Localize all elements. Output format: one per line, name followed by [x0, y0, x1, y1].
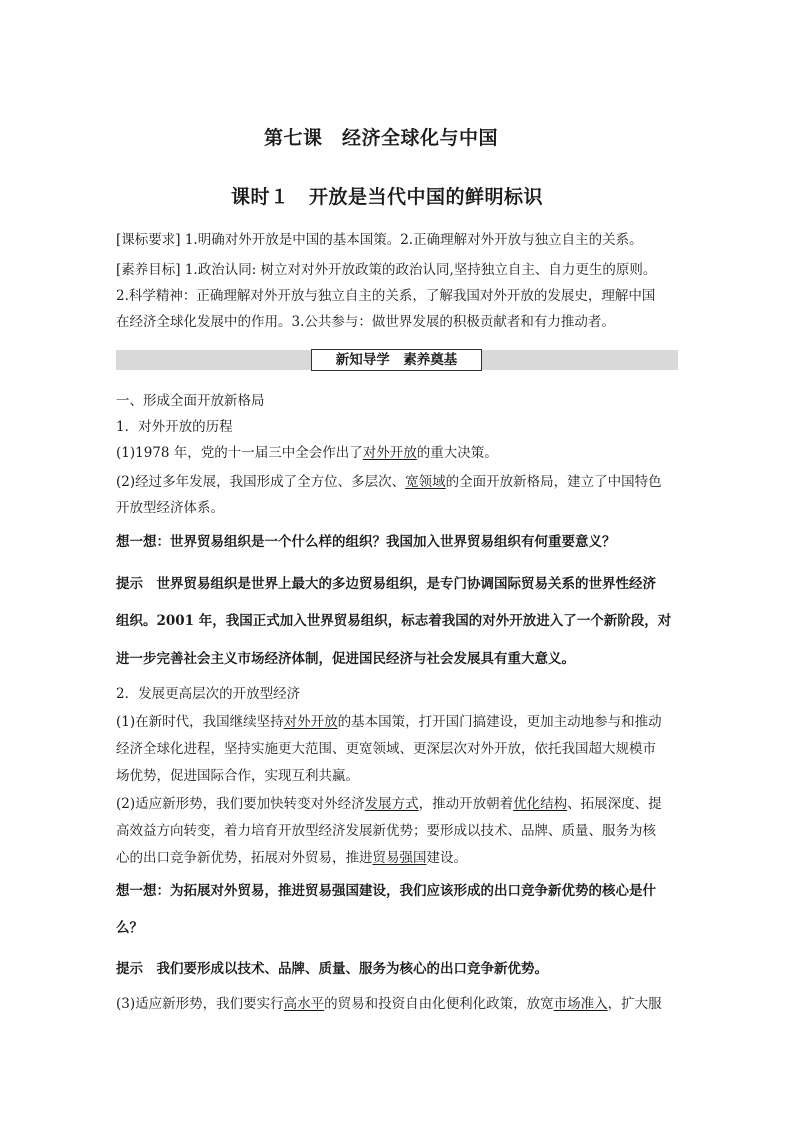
sec2-p2-line2: 高效益方向转变，着力培育开放型经济发展新优势；要形成以技术、品牌、质量、服务为核 — [116, 823, 656, 839]
text: 的重大决策。 — [416, 445, 498, 461]
text: (1)1978 年，党的十一届三中全会作出了 — [116, 445, 363, 461]
keyword-underlined: 宽领域 — [405, 474, 446, 490]
goals-text: 1.政治认同: 树立对对外开放政策的政治认同,坚持独立自主、自力更生的原则。 — [180, 262, 657, 278]
requirements-paragraph — [116, 231, 678, 249]
text: (2)适应新形势，我们要加快转变对外经济 — [116, 796, 365, 812]
text: (2)经过多年发展，我国形成了全方位、多层次、 — [116, 474, 406, 490]
goals-line-2: 2.科学精神：正确理解对外开放与独立自主的关系，了解我国对外开放的发展史，理解中国 — [116, 288, 656, 304]
requirements-text: 1.明确对外开放是中国的基本国策。2.正确理解对外开放与独立自主的关系。 — [180, 232, 643, 248]
text: (3)适应新形势，我们要实行 — [116, 996, 284, 1012]
text: 、拓展深度、提 — [567, 796, 662, 812]
think-question-2-line-1: 想一想：为拓展对外贸易，推进贸易强国建设，我们应该形成的出口竞争新优势的核心是什 — [116, 883, 656, 899]
lesson-title: 第七课 经济全球化与中国 — [264, 127, 499, 149]
text: 心的出口竞争新优势，拓展对外贸易，推进 — [116, 850, 373, 866]
keyword-underlined: 发展方式 — [364, 796, 419, 812]
sec2-p3 — [116, 995, 678, 1013]
text: 的基本国策，打开国门搞建设，更加主动地参与和推动 — [337, 714, 662, 730]
sec1-p1 — [116, 444, 678, 462]
sec2-p1-line3: 场优势，促进国际合作，实现互利共赢。 — [116, 768, 359, 784]
sec2-p1-line2: 经济全球化进程，坚持实施更大范围、更宽领域、更深层次对外开放，依托我国超大规模市 — [116, 741, 656, 757]
hint-1-line-3: 进一步完善社会主义市场经济体制，促进国民经济与社会发展具有重大意义。 — [116, 651, 575, 667]
text: 的全面开放新格局，建立了中国特色 — [445, 474, 662, 490]
section-banner-label: 新知导学 素养奠基 — [311, 349, 482, 371]
sec2-sub2: 2．发展更高层次的开放型经济 — [116, 686, 301, 702]
keyword-underlined: 优化结构 — [513, 796, 568, 812]
section-title: 课时１ 开放是当代中国的鲜明标识 — [231, 186, 544, 208]
text: ，推动开放朝着 — [418, 796, 514, 812]
keyword-underlined: 贸易强国 — [372, 850, 427, 866]
text: 的贸易和投资自由化便利化政策，放宽 — [324, 996, 554, 1012]
requirements-tag: [课标要求] — [116, 232, 181, 248]
keyword-underlined: 对外开放 — [283, 714, 338, 730]
hint-1-line-1: 提示 世界贸易组织是世界上最大的多边贸易组织，是专门协调国际贸易关系的世界性经济 — [116, 576, 656, 592]
text: (1)在新时代，我国继续坚持 — [116, 714, 284, 730]
sec1-sub1: 1．对外开放的历程 — [116, 419, 233, 435]
hint-2: 提示 我们要形成以技术、品牌、质量、服务为核心的出口竞争新优势。 — [116, 961, 548, 977]
goals-line-3: 在经济全球化发展中的作用。3.公共参与：做世界发展的积极贡献者和有力推动者。 — [116, 314, 615, 330]
sec2-p2 — [116, 795, 678, 813]
sec2-p1 — [116, 713, 678, 731]
text: 建设。 — [426, 850, 467, 866]
keyword-underlined: 市场准入 — [553, 996, 608, 1012]
sec1-heading: 一、形成全面开放新格局 — [116, 393, 265, 409]
sec1-p2-line2: 开放型经济体系。 — [116, 500, 224, 516]
think-question-2-line-2: 么？ — [116, 920, 143, 936]
sec2-p2-line3 — [116, 849, 678, 867]
sec1-p2 — [116, 473, 678, 491]
text: ，扩大服 — [607, 996, 662, 1012]
goals-tag: [素养目标] — [116, 262, 181, 278]
hint-1-line-2: 组织。2001 年，我国正式加入世界贸易组织，标志着我国的对外开放进入了一个新阶段，对 — [116, 613, 672, 629]
goals-paragraph — [116, 261, 678, 279]
keyword-underlined: 对外开放 — [362, 445, 417, 461]
keyword-underlined: 高水平 — [283, 996, 325, 1012]
think-question-1: 想一想：世界贸易组织是一个什么样的组织？我国加入世界贸易组织有何重要意义？ — [116, 534, 616, 550]
